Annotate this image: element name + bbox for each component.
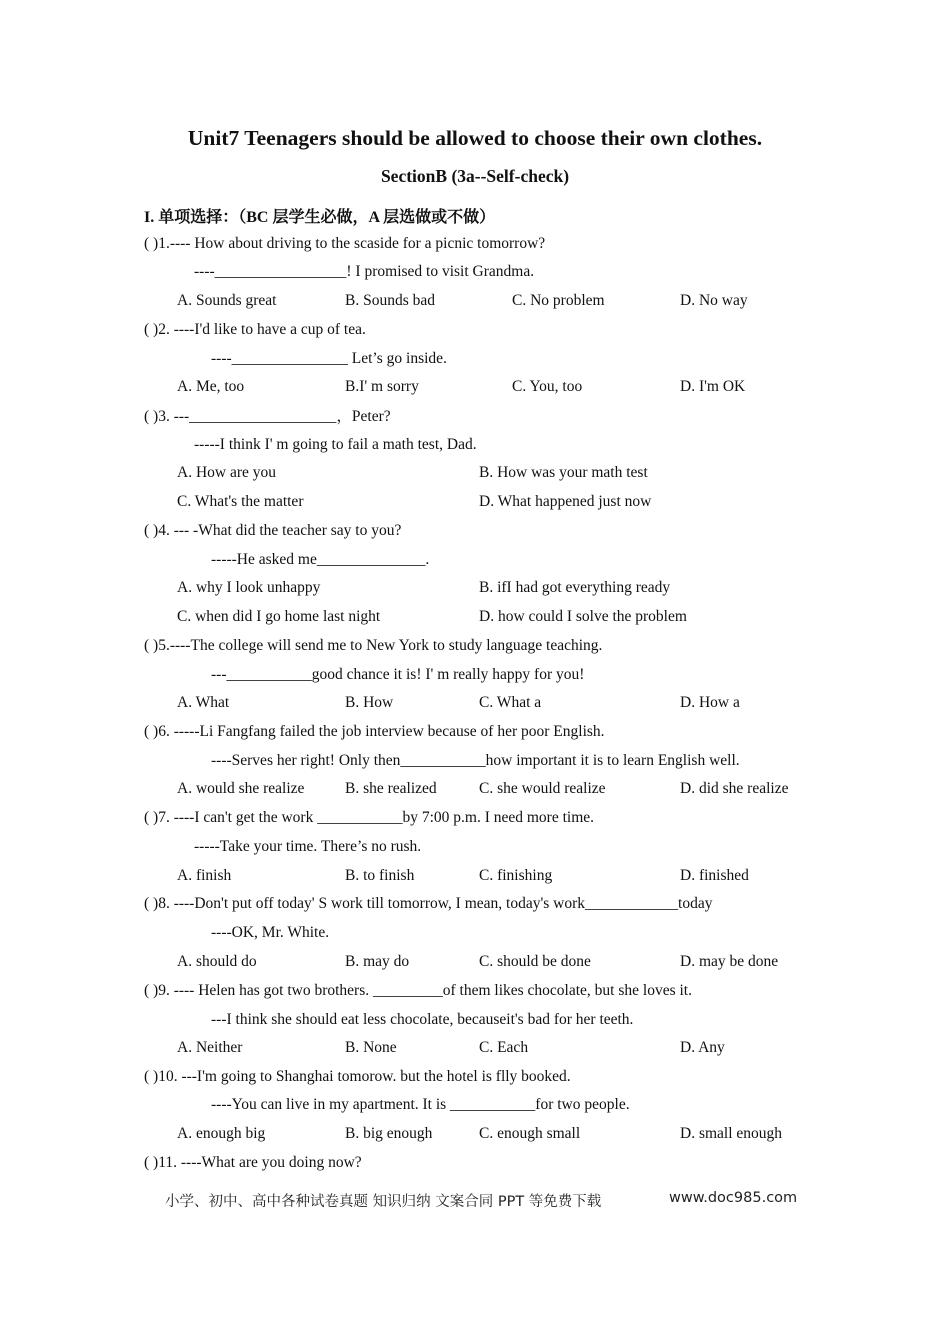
- question-8-option-c: C. should be done: [479, 953, 591, 970]
- question-7-option-d: D. finished: [680, 867, 749, 884]
- question-4-option-c: C. when did I go home last night: [177, 608, 381, 625]
- question-5-option-c: C. What a: [479, 694, 542, 711]
- question-3-stem: ( )3. ---___________________，Peter?: [144, 408, 391, 425]
- question-3-option-a: A. How are you: [177, 464, 277, 481]
- question-1-option-b: B. Sounds bad: [345, 292, 435, 309]
- question-5-option-a: A. What: [177, 694, 230, 711]
- question-3-reply: -----I think I' m going to fail a math test, Dad.: [194, 436, 477, 453]
- question-7-reply: -----Take your time. There’s no rush.: [194, 838, 422, 855]
- question-5-option-d: D. How a: [680, 694, 740, 711]
- question-3-option-d: D. What happened just now: [479, 493, 652, 510]
- question-4-option-a: A. why I look unhappy: [177, 579, 321, 596]
- question-10-stem: ( )10. ---I'm going to Shanghai tomorow. but the hotel is flly booked.: [144, 1068, 571, 1085]
- question-10-option-a: A. enough big: [177, 1125, 266, 1142]
- question-9-option-d: D. Any: [680, 1039, 725, 1056]
- question-5-reply: ---___________good chance it is! I' m really happy for you!: [211, 666, 585, 683]
- question-2-option-c: C. You, too: [512, 378, 583, 395]
- question-7-option-b: B. to finish: [345, 867, 415, 884]
- section-heading: I. 单项选择：（BC 层学生必做，A 层选做或不做）: [144, 209, 496, 226]
- question-3-option-b: B. How was your math test: [479, 464, 648, 481]
- footer-text: 小学、初中、高中各种试卷真题 知识归纳 文案合同 PPT 等免费下载: [165, 1194, 602, 1210]
- question-2-option-b: B.I' m sorry: [345, 378, 419, 395]
- question-6-option-a: A. would she realize: [177, 780, 305, 797]
- question-11-stem: ( )11. ----What are you doing now?: [144, 1154, 362, 1171]
- question-9-reply: ---I think she should eat less chocolate, becauseit's bad for her teeth.: [211, 1011, 634, 1028]
- question-2-stem: ( )2. ----I'd like to have a cup of tea.: [144, 321, 366, 338]
- question-8-reply: ----OK, Mr. White.: [211, 924, 330, 941]
- question-1-option-c: C. No problem: [512, 292, 605, 309]
- question-7-stem: ( )7. ----I can't get the work ___________by 7:00 p.m. I need more time.: [144, 809, 595, 826]
- question-9-stem: ( )9. ---- Helen has got two brothers. _________of them likes chocolate, but she loves it.: [144, 982, 692, 999]
- question-5-option-b: B. How: [345, 694, 394, 711]
- document-title: Unit7 Teenagers should be allowed to choose their own clothes.: [187, 126, 763, 150]
- document-subtitle: SectionB (3a--Self-check): [380, 166, 570, 186]
- question-7-option-a: A. finish: [177, 867, 232, 884]
- question-9-option-c: C. Each: [479, 1039, 529, 1056]
- question-4-option-b: B. ifI had got everything ready: [479, 579, 671, 596]
- question-4-stem: ( )4. --- -What did the teacher say to you?: [144, 522, 402, 539]
- question-6-option-c: C. she would realize: [479, 780, 606, 797]
- question-10-option-b: B. big enough: [345, 1125, 433, 1142]
- question-2-option-a: A. Me, too: [177, 378, 245, 395]
- question-4-option-d: D. how could I solve the problem: [479, 608, 687, 625]
- question-1-option-d: D. No way: [680, 292, 748, 309]
- question-2-option-d: D. I'm OK: [680, 378, 746, 395]
- question-4-reply: -----He asked me______________.: [211, 551, 430, 568]
- question-8-option-b: B. may do: [345, 953, 410, 970]
- footer-url[interactable]: www.doc985.com: [669, 1190, 798, 1206]
- question-10-option-c: C. enough small: [479, 1125, 581, 1142]
- question-7-option-c: C. finishing: [479, 867, 553, 884]
- question-6-reply: ----Serves her right! Only then___________how important it is to learn English well.: [211, 752, 740, 769]
- question-10-reply: ----You can live in my apartment. It is ___________for two people.: [211, 1096, 630, 1113]
- question-8-option-a: A. should do: [177, 953, 257, 970]
- question-8-stem: ( )8. ----Don't put off today' S work till tomorrow, I mean, today's work____________today: [144, 895, 713, 912]
- question-9-option-a: A. Neither: [177, 1039, 243, 1056]
- question-1-stem: ( )1.---- How about driving to the scaside for a picnic tomorrow?: [144, 235, 546, 252]
- question-8-option-d: D. may be done: [680, 953, 779, 970]
- question-6-option-d: D. did she realize: [680, 780, 789, 797]
- question-6-option-b: B. she realized: [345, 780, 437, 797]
- question-2-reply: ----_______________ Let’s go inside.: [211, 350, 447, 367]
- question-9-option-b: B. None: [345, 1039, 397, 1056]
- question-1-option-a: A. Sounds great: [177, 292, 277, 309]
- question-5-stem: ( )5.----The college will send me to New York to study language teaching.: [144, 637, 603, 654]
- question-6-stem: ( )6. -----Li Fangfang failed the job interview because of her poor English.: [144, 723, 605, 740]
- question-3-option-c: C. What's the matter: [177, 493, 304, 510]
- question-10-option-d: D. small enough: [680, 1125, 783, 1142]
- question-1-reply: ----_________________! I promised to visit Grandma.: [194, 263, 535, 280]
